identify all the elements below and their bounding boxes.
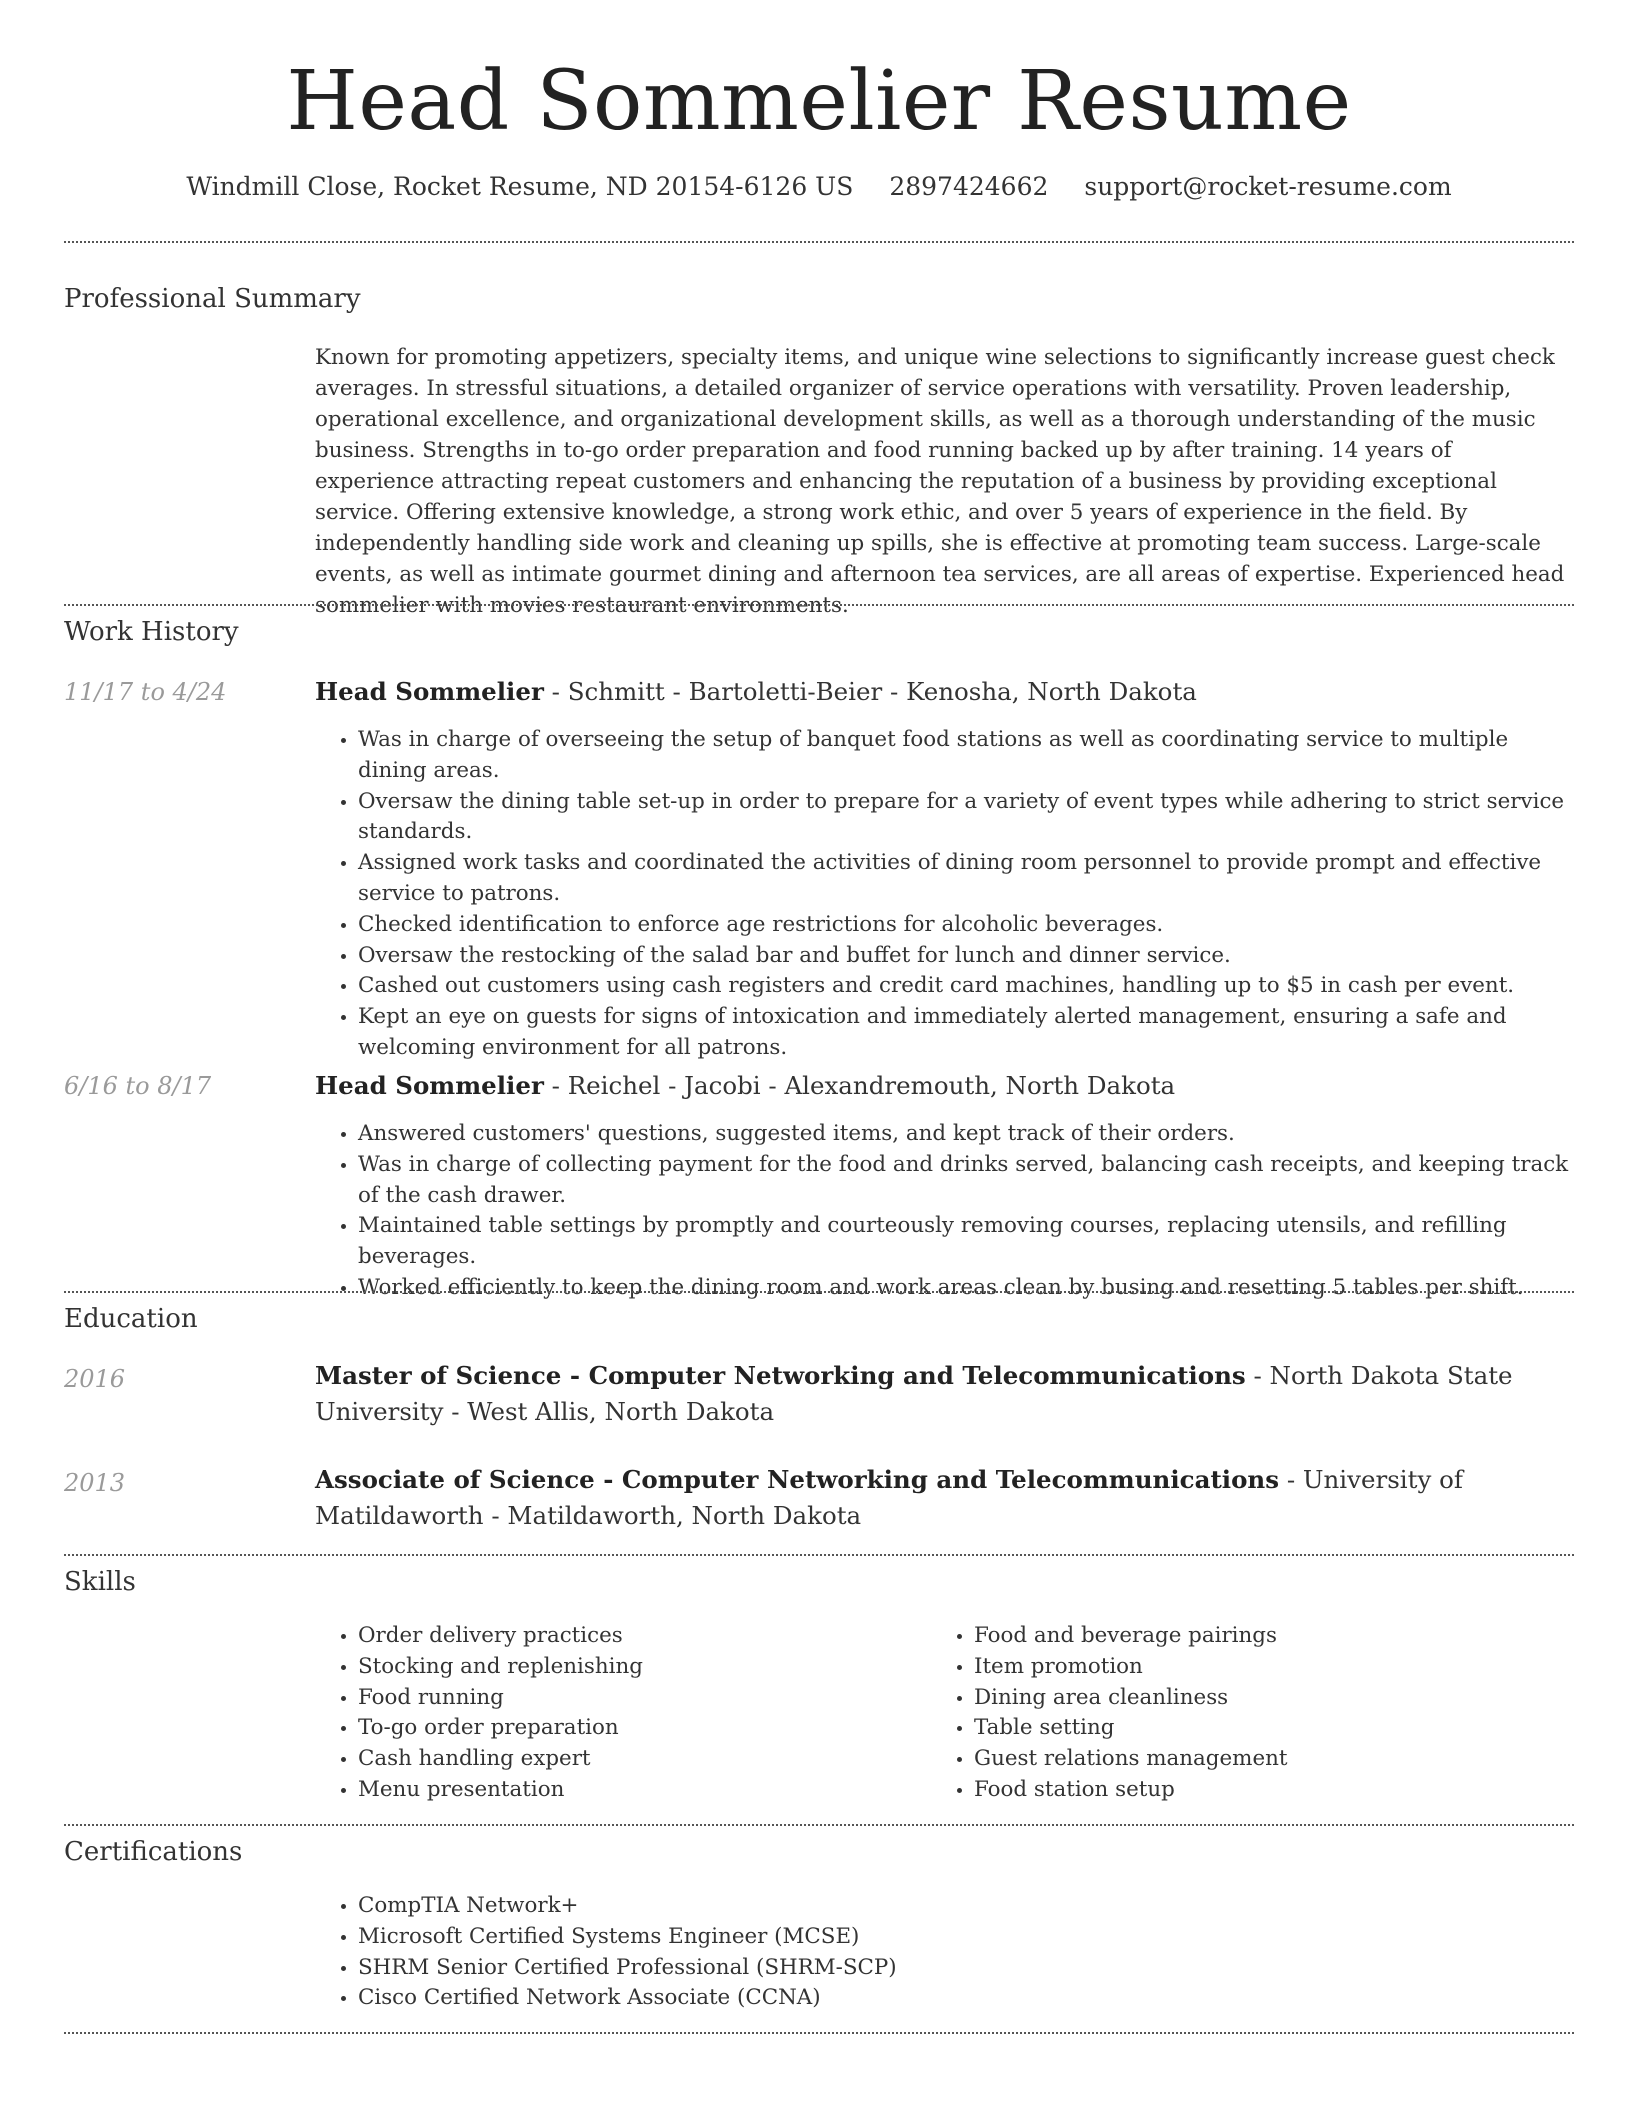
education-heading: Education (64, 1304, 198, 1334)
list-item: • Checked identification to enforce age restrictions for alcoholic beverages. (358, 910, 1578, 941)
summary-heading: Professional Summary (64, 284, 361, 314)
summary-text: Known for promoting appetizers, specialty items, and unique wine selections to significantly increase guest check averages. In stressful situations, a detailed organizer of service operations with versatility. Proven leadership, operational excellence, and organizational development skills, as well as a thorough understanding of the music business. Strengths in to-go order preparation and food running backed up by after training. 14 years of experience attracting repeat customers and enhancing the reputation of a business by providing exceptional service. Offering extensive knowledge, a strong work ethic, and over 5 years of experience in the field. By independently handling side work and cleaning up spills, she is effective at promoting team success. Large-scale events, as well as intimate gourmet dining and afternoon tea services, are all areas of expertise. Experienced head sommelier with movies restaurant environments. (315, 345, 1565, 618)
job-company: - Schmitt - Bartoletti-Beier - Kenosha, North Dakota (543, 677, 1197, 706)
list-item: • Answered customers' questions, suggested items, and kept track of their orders. (358, 1119, 1578, 1150)
list-item: • Worked efficiently to keep the dining room and work areas clean by busing and resetting 5 tables per shift. (358, 1273, 1578, 1304)
section-divider (64, 241, 1574, 243)
education-degree: Associate of Science - Computer Networking and Telecommunications (315, 1465, 1280, 1494)
job-dates: 11/17 to 4/24 (64, 678, 227, 706)
education-school: - North Dakota State University - West Allis, North Dakota (315, 1361, 1513, 1426)
list-item: • Cisco Certified Network Associate (CCNA) (358, 1983, 1578, 2014)
list-item: • Cash handling expert (358, 1744, 918, 1775)
education-entry (315, 1462, 1577, 1534)
education-year: 2013 (64, 1469, 126, 1497)
list-item: • Kept an eye on guests for signs of intoxication and immediately alerted management, ensuring a safe and welcoming environment for all patrons. (358, 1002, 1578, 1064)
education-entry (315, 1358, 1577, 1430)
job-dates: 6/16 to 8/17 (64, 1072, 212, 1100)
list-item: • To-go order preparation (358, 1713, 918, 1744)
list-item: • Stocking and replenishing (358, 1652, 918, 1683)
education-year: 2016 (64, 1365, 126, 1393)
list-item: • Dining area cleanliness (974, 1683, 1534, 1714)
list-item: • Item promotion (974, 1652, 1534, 1683)
job-position: Head Sommelier (315, 677, 544, 706)
list-item: • CompTIA Network+ (358, 1891, 1578, 1922)
certifications-heading: Certifications (64, 1837, 243, 1867)
education-school: - University of Matildaworth - Matildaworth, North Dakota (315, 1465, 1463, 1530)
resume-title: Head Sommelier Resume (286, 54, 1352, 149)
skills-list-left (358, 1621, 918, 1806)
list-item: • Menu presentation (358, 1775, 918, 1806)
list-item: • Oversaw the restocking of the salad bar and buffet for lunch and dinner service. (358, 941, 1578, 972)
list-item: • Order delivery practices (358, 1621, 918, 1652)
list-item: • Food and beverage pairings (974, 1621, 1534, 1652)
list-item: • Guest relations management (974, 1744, 1534, 1775)
list-item: • Food station setup (974, 1775, 1534, 1806)
list-item: • Oversaw the dining table set-up in order to prepare for a variety of event types while adhering to strict service standards. (358, 787, 1578, 849)
contact-phone: 2897424662 (889, 172, 1049, 201)
list-item: • Cashed out customers using cash registers and credit card machines, handling up to $5 in cash per event. (358, 971, 1578, 1002)
job-bullets (358, 1119, 1578, 1304)
list-item: • Was in charge of collecting payment for the food and drinks served, balancing cash receipts, and keeping track of the cash drawer. (358, 1150, 1578, 1212)
contact-email: support@rocket-resume.com (1084, 172, 1452, 201)
work-history-heading: Work History (64, 617, 239, 647)
job-position: Head Sommelier (315, 1071, 544, 1100)
list-item: • Was in charge of overseeing the setup of banquet food stations as well as coordinating service to multiple dining areas. (358, 725, 1578, 787)
list-item: • Assigned work tasks and coordinated the activities of dining room personnel to provide prompt and effective service to patrons. (358, 848, 1578, 910)
contact-address: Windmill Close, Rocket Resume, ND 20154-6126 US (186, 172, 854, 201)
section-divider (64, 1291, 1574, 1293)
section-divider (64, 1824, 1574, 1826)
list-item: • Table setting (974, 1713, 1534, 1744)
list-item: • Food running (358, 1683, 918, 1714)
contact-line (64, 172, 1574, 201)
list-item: • Microsoft Certified Systems Engineer (MCSE) (358, 1922, 1578, 1953)
job-title (315, 677, 1577, 706)
list-item: • Maintained table settings by promptly and courteously removing courses, replacing utensils, and refilling beverages. (358, 1211, 1578, 1273)
list-item: • SHRM Senior Certified Professional (SHRM-SCP) (358, 1953, 1578, 1984)
job-company: - Reichel - Jacobi - Alexandremouth, North Dakota (543, 1071, 1176, 1100)
certifications-list (358, 1891, 1578, 2014)
section-divider (64, 2032, 1574, 2034)
section-divider (64, 604, 1574, 606)
skills-heading: Skills (64, 1567, 136, 1597)
education-degree: Master of Science - Computer Networking and Telecommunications (315, 1361, 1246, 1390)
skills-list-right (974, 1621, 1534, 1806)
job-title (315, 1071, 1577, 1100)
job-bullets (358, 725, 1578, 1064)
section-divider (64, 1554, 1574, 1556)
